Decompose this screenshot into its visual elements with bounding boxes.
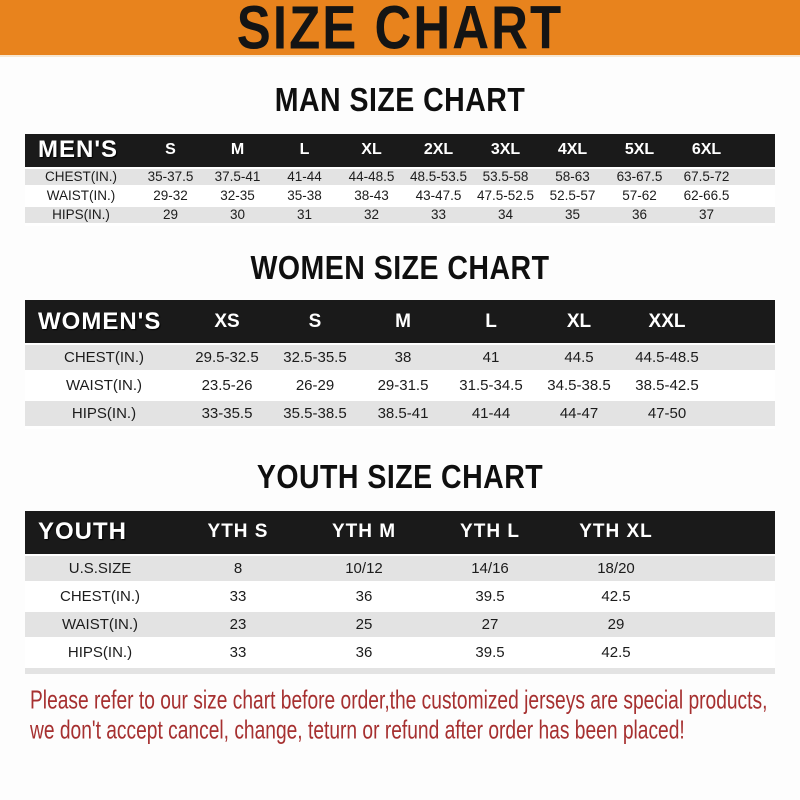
size-value: 35-38 (271, 188, 338, 207)
table-group-label: WOMEN'S (25, 300, 183, 345)
size-value: 32.5-35.5 (271, 345, 359, 373)
size-value: 41-44 (447, 401, 535, 429)
measurement-row (25, 373, 775, 401)
row-spacer (679, 584, 775, 612)
size-value: 33 (175, 584, 301, 612)
row-spacer (679, 556, 775, 584)
size-value: 37.5-41 (204, 169, 271, 188)
size-column-header: 2XL (405, 134, 472, 169)
size-value: 47-50 (623, 401, 711, 429)
size-value: 26-29 (271, 373, 359, 401)
size-column-header: M (359, 300, 447, 345)
size-value: 37 (673, 207, 740, 226)
size-column-header: 6XL (673, 134, 740, 169)
size-chart-banner (0, 0, 800, 62)
size-value: 27 (427, 612, 553, 640)
disclaimer-line-1 (30, 687, 800, 714)
youth-size-table (25, 511, 775, 668)
size-value: 42.5 (553, 584, 679, 612)
size-column-header: YTH L (427, 511, 553, 556)
size-value: 44.5-48.5 (623, 345, 711, 373)
size-value: 57-62 (606, 188, 673, 207)
size-value: 38 (359, 345, 447, 373)
size-value: 32 (338, 207, 405, 226)
row-label: CHEST(IN.) (25, 169, 137, 188)
man-size-table (25, 134, 775, 226)
size-value: 41 (447, 345, 535, 373)
size-value: 36 (606, 207, 673, 226)
size-column-header: XL (338, 134, 405, 169)
youth-section-heading: YOUTH SIZE CHART (256, 458, 544, 496)
size-value: 29.5-32.5 (183, 345, 271, 373)
size-value: 42.5 (553, 640, 679, 668)
row-spacer (740, 207, 775, 226)
size-column-header: XL (535, 300, 623, 345)
size-value: 32-35 (204, 188, 271, 207)
size-column-header: L (447, 300, 535, 345)
size-value: 38.5-42.5 (623, 373, 711, 401)
size-value: 31 (271, 207, 338, 226)
size-value: 43-47.5 (405, 188, 472, 207)
size-value: 34 (472, 207, 539, 226)
size-column-header: YTH S (175, 511, 301, 556)
size-column-header: S (137, 134, 204, 169)
disclaimer-text-1: Please refer to our size chart before order,the customized jerseys are special products, (30, 685, 768, 715)
size-value: 39.5 (427, 584, 553, 612)
size-value: 38.5-41 (359, 401, 447, 429)
youth-size-table-wrap (25, 511, 775, 674)
row-spacer (740, 188, 775, 207)
size-header-row (25, 134, 775, 169)
size-column-header: XXL (623, 300, 711, 345)
size-column-header: 5XL (606, 134, 673, 169)
header-spacer (711, 300, 775, 345)
measurement-row (25, 584, 775, 612)
size-column-header: XS (183, 300, 271, 345)
size-value: 41-44 (271, 169, 338, 188)
size-value: 48.5-53.5 (405, 169, 472, 188)
women-size-chart-section (0, 249, 800, 430)
size-value: 36 (301, 584, 427, 612)
size-value: 30 (204, 207, 271, 226)
size-column-header: YTH XL (553, 511, 679, 556)
size-column-header: S (271, 300, 359, 345)
size-value: 35-37.5 (137, 169, 204, 188)
women-size-table (25, 300, 775, 429)
man-size-chart-section (0, 81, 800, 226)
size-value: 18/20 (553, 556, 679, 584)
size-value: 63-67.5 (606, 169, 673, 188)
measurement-row (25, 640, 775, 668)
row-label: WAIST(IN.) (25, 188, 137, 207)
size-value: 10/12 (301, 556, 427, 584)
size-value: 14/16 (427, 556, 553, 584)
size-value: 33 (405, 207, 472, 226)
size-value: 33 (175, 640, 301, 668)
table-group-label: YOUTH (25, 511, 175, 556)
size-header-row (25, 300, 775, 345)
size-column-header: 3XL (472, 134, 539, 169)
size-value: 39.5 (427, 640, 553, 668)
row-label: U.S.SIZE (25, 556, 175, 584)
header-spacer (740, 134, 775, 169)
row-label: HIPS(IN.) (25, 640, 175, 668)
row-spacer (711, 373, 775, 401)
man-section-heading: MAN SIZE CHART (274, 81, 526, 119)
size-value: 23.5-26 (183, 373, 271, 401)
man-size-table-wrap (25, 134, 775, 226)
row-label: HIPS(IN.) (25, 401, 183, 429)
size-column-header: M (204, 134, 271, 169)
size-value: 35.5-38.5 (271, 401, 359, 429)
size-value: 52.5-57 (539, 188, 606, 207)
size-value: 38-43 (338, 188, 405, 207)
measurement-row (25, 401, 775, 429)
size-value: 34.5-38.5 (535, 373, 623, 401)
women-size-table-wrap (25, 300, 775, 429)
youth-size-chart-section (0, 458, 800, 674)
measurement-row (25, 345, 775, 373)
disclaimer-text-2: we don't accept cancel, change, teturn or refund after order has been placed! (30, 715, 685, 745)
size-value: 29-31.5 (359, 373, 447, 401)
size-value: 23 (175, 612, 301, 640)
size-value: 44.5 (535, 345, 623, 373)
size-value: 29 (137, 207, 204, 226)
size-charts (0, 81, 800, 674)
size-value: 58-63 (539, 169, 606, 188)
row-spacer (711, 345, 775, 373)
size-header-row (25, 511, 775, 556)
size-value: 44-48.5 (338, 169, 405, 188)
women-section-heading: WOMEN SIZE CHART (250, 249, 550, 287)
size-column-header: YTH M (301, 511, 427, 556)
row-spacer (740, 169, 775, 188)
size-column-header: 4XL (539, 134, 606, 169)
size-value: 47.5-52.5 (472, 188, 539, 207)
measurement-row (25, 207, 775, 226)
disclaimer (30, 687, 800, 744)
measurement-row (25, 169, 775, 188)
size-value: 67.5-72 (673, 169, 740, 188)
row-label: WAIST(IN.) (25, 612, 175, 640)
size-column-header: L (271, 134, 338, 169)
size-value: 44-47 (535, 401, 623, 429)
size-value: 8 (175, 556, 301, 584)
size-value: 29-32 (137, 188, 204, 207)
measurement-row (25, 556, 775, 584)
size-value: 25 (301, 612, 427, 640)
header-spacer (679, 511, 775, 556)
measurement-row (25, 188, 775, 207)
size-value: 53.5-58 (472, 169, 539, 188)
size-value: 31.5-34.5 (447, 373, 535, 401)
size-value: 36 (301, 640, 427, 668)
row-spacer (679, 640, 775, 668)
table-group-label: MEN'S (25, 134, 137, 169)
row-label: WAIST(IN.) (25, 373, 183, 401)
size-value: 35 (539, 207, 606, 226)
row-label: CHEST(IN.) (25, 345, 183, 373)
row-spacer (711, 401, 775, 429)
row-label: CHEST(IN.) (25, 584, 175, 612)
row-label: HIPS(IN.) (25, 207, 137, 226)
size-value: 33-35.5 (183, 401, 271, 429)
size-value: 62-66.5 (673, 188, 740, 207)
disclaimer-line-2 (30, 717, 800, 744)
measurement-row (25, 612, 775, 640)
page-title: SIZE CHART (236, 0, 564, 62)
size-value: 29 (553, 612, 679, 640)
row-spacer (679, 612, 775, 640)
